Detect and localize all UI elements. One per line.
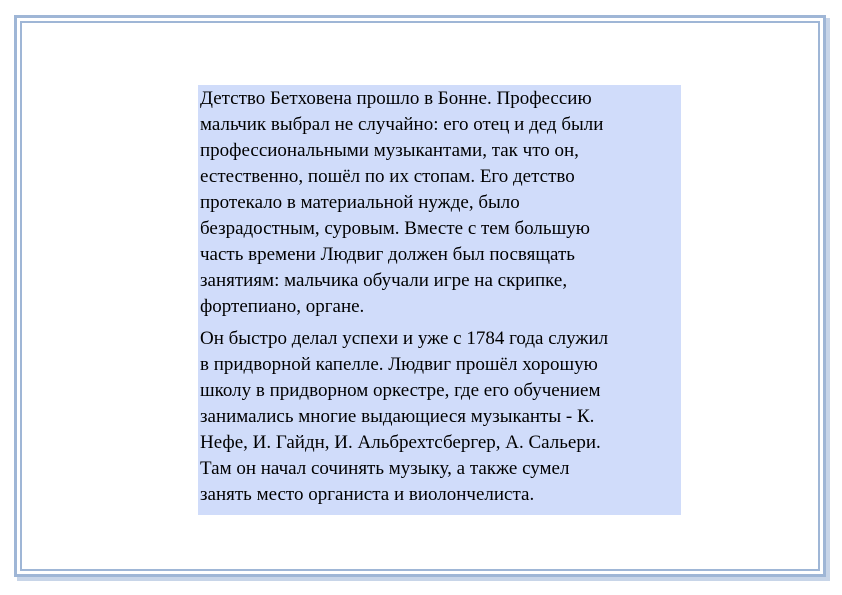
frame-shadow-right [826,18,830,580]
frame-shadow-bottom [17,577,830,581]
paragraph-childhood: Детство Бетховена прошло в Бонне. Профессию мальчик выбрал не случайно: его отец и дед были профессиональными музыкантами, так что он, естественно, пошёл по их стопам. Его детство протекало в материальной нужде, было безрадостным, суровым. Вместе с тем большую часть времени Людвиг должен был посвящать занятиям: мальчика обучали игре на скрипке, фортепиано, органе. [200,88,604,317]
text-box [198,85,681,515]
paragraph-court-chapel: Он быстро делал успехи и уже с 1784 года служил в придворной капелле. Людвиг прошёл хорошую школу в придворном оркестре, где его обучением занимались многие выдающиеся музыканты - К. Нефе, И. Гайдн, И. Альбрехтсбергер, А. Сальери. Там он начал сочинять музыку, а также сумел занять место органиста и виолончелиста. [200,328,609,505]
